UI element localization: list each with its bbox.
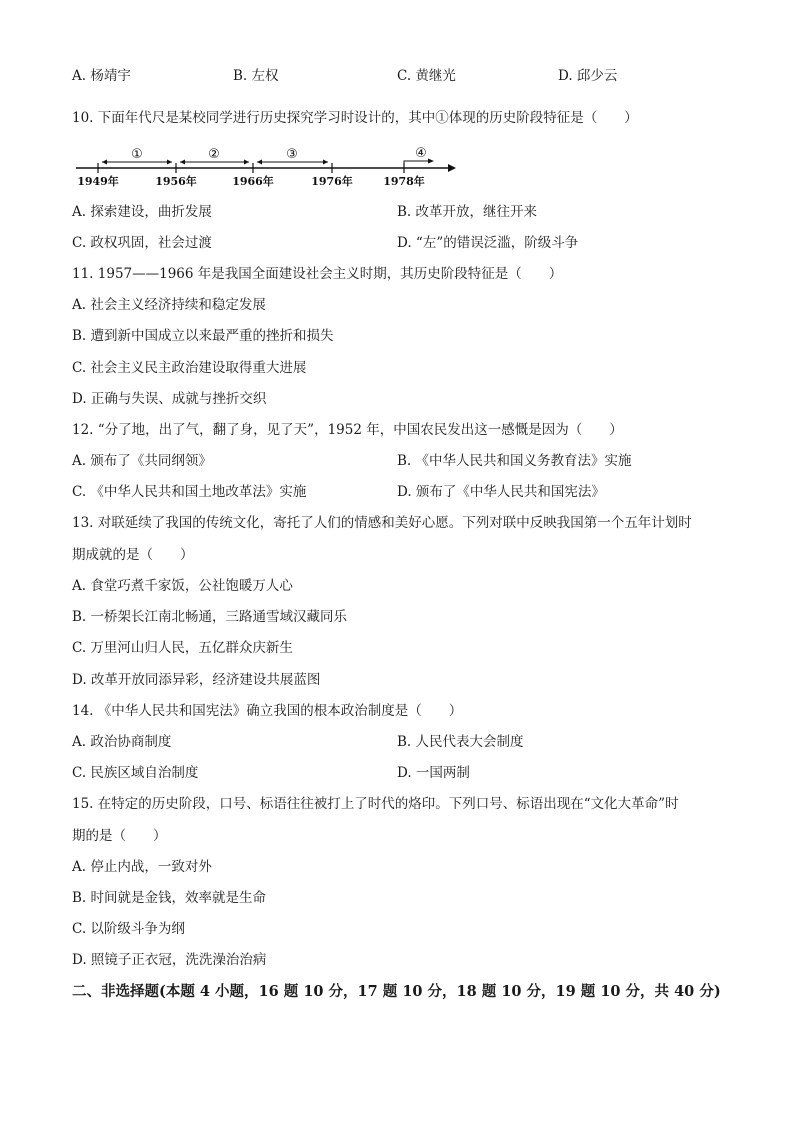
q11-option-c: C. 社会主义民主政治建设取得重大进展: [72, 360, 307, 376]
q13-option-b: B. 一桥架长江南北畅通，三路通雪域汉藏同乐: [72, 609, 348, 625]
timeline-year-1976: 1976年: [311, 175, 353, 188]
q11-option-d: D. 正确与失误、成就与挫折交织: [72, 391, 267, 407]
timeline-year-1978: 1978年: [383, 175, 425, 188]
q15-stem-line-1: 15. 在特定的历史阶段，口号、标语往往被打上了时代的烙印。下列口号、标语出现在“文化大革命”时: [72, 796, 679, 812]
section-2-heading: 二、非选择题(本题 4 小题，16 题 10 分，17 题 10 分，18 题 10 分，19 题 10 分，共 40 分): [72, 983, 721, 1000]
q12-option-c: C. 《中华人民共和国土地改革法》实施: [72, 484, 307, 500]
timeline-year-1966: 1966年: [232, 175, 274, 188]
q15-option-c: C. 以阶级斗争为纲: [72, 921, 185, 937]
year-timeline: [72, 144, 462, 188]
q12-option-a: A. 颁布了《共同纲领》: [72, 453, 212, 469]
q11-stem: 11. 1957——1966 年是我国全面建设社会主义时期，其历史阶段特征是（ ）: [72, 266, 563, 282]
timeline-segment-2: ②: [208, 147, 220, 162]
q15-option-b: B. 时间就是金钱，效率就是生命: [72, 890, 267, 906]
q13-stem-line-1: 13. 对联延续了我国的传统文化，寄托了人们的情感和美好心愿。下列对联中反映我国第一个五年计划时: [72, 515, 692, 531]
timeline-segment-3: ③: [286, 147, 298, 162]
q13-option-c: C. 万里河山归人民，五亿群众庆新生: [72, 640, 293, 656]
q9-option-d: D. 邱少云: [558, 68, 618, 84]
q12-option-b: B. 《中华人民共和国义务教育法》实施: [397, 453, 632, 469]
q11-option-a: A. 社会主义经济持续和稳定发展: [72, 297, 266, 313]
timeline-segment-1: ①: [131, 147, 143, 162]
timeline-segment-4: ④: [415, 146, 427, 161]
q15-option-d: D. 照镜子正衣冠，洗洗澡治治病: [72, 952, 267, 968]
q13-option-a: A. 食堂巧煮千家饭，公社饱暖万人心: [72, 578, 293, 594]
q13-stem-line-2: 期成就的是（ ）: [72, 547, 194, 563]
q14-options-row-2: [0, 761, 794, 785]
q14-options-row-1: [0, 730, 794, 754]
q13-option-d: D. 改革开放同添异彩，经济建设共展蓝图: [72, 672, 321, 688]
q14-option-b: B. 人民代表大会制度: [397, 734, 524, 750]
q15-option-a: A. 停止内战，一致对外: [72, 859, 212, 875]
q10-stem: 10. 下面年代尺是某校同学进行历史探究学习时设计的，其中①体现的历史阶段特征是（ ）: [72, 110, 638, 126]
q15-stem-line-2: 期的是（ ）: [72, 828, 167, 844]
q10-options-row-2: [0, 231, 794, 255]
q14-option-a: A. 政治协商制度: [72, 734, 172, 750]
q10-option-d: D. “左”的错误泛滥，阶级斗争: [397, 235, 579, 251]
q14-stem: 14. 《中华人民共和国宪法》确立我国的根本政治制度是（ ）: [72, 703, 463, 719]
q11-option-b: B. 遭到新中国成立以来最严重的挫折和损失: [72, 328, 334, 344]
q9-options-row: [0, 64, 794, 88]
q14-option-c: C. 民族区域自治制度: [72, 765, 199, 781]
q10-options-row-1: [0, 200, 794, 224]
timeline-year-1949: 1949年: [77, 175, 119, 188]
q9-option-c: C. 黄继光: [397, 68, 456, 84]
q12-option-d: D. 颁布了《中华人民共和国宪法》: [397, 484, 605, 500]
q10-option-a: A. 探索建设，曲折发展: [72, 204, 212, 220]
q9-option-b: B. 左权: [233, 68, 279, 84]
q14-option-d: D. 一国两制: [397, 765, 470, 781]
q12-options-row-2: [0, 480, 794, 504]
q10-option-b: B. 改革开放，继往开来: [397, 204, 538, 220]
q12-options-row-1: [0, 449, 794, 473]
q10-option-c: C. 政权巩固，社会过渡: [72, 235, 212, 251]
q12-stem: 12. “分了地，出了气，翻了身，见了天”，1952 年，中国农民发出这一感慨是因为（ ）: [72, 422, 623, 438]
q9-option-a: A. 杨靖宇: [72, 68, 131, 84]
timeline-year-1956: 1956年: [155, 175, 197, 188]
